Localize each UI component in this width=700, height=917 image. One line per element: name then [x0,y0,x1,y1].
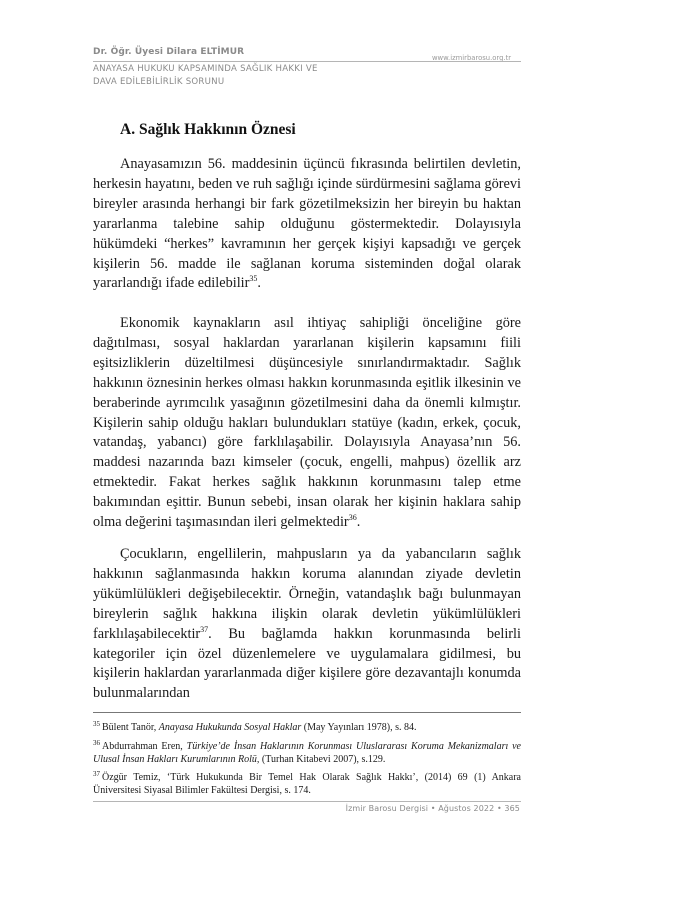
body-paragraph-1: Anayasamızın 56. maddesinin üçüncü fıkrasında belirtilen devletin, herkesin hayatını, beden ve ruh sağlığı içinde sürdürmesini sağlama görevi bireyler arasında herhangi bir fark gözetilmeksizin her bireyin bu haktan yararlanma talebine sahip olduğunu göstermektedir. Dolayısıyla hükümdeki “herkes” kavramının her gerçek kişiyi kapsadığı ve gerçek kişilerin 56. madde ile sağlanan koruma sisteminden doğal olarak yararlandığı ifade edilebilir$^{35}$. [93,156,521,292]
header-title-line-2: DAVA EDİLEBİLİRLİK SORUNU [93,76,225,87]
header-author: Dr. Öğr. Üyesi Dilara ELTİMUR [93,47,245,57]
section-heading: A. Sağlık Hakkının Öznesi [120,121,296,138]
header-title-line-1: ANAYASA HUKUKU KAPSAMINDA SAĞLIK HAKKI VE [93,64,318,74]
footnote-number: 36 [93,739,100,747]
footnote-number: 37 [93,770,100,778]
footnote-book-title: Türkiye’de İnsan Haklarının Korunması Uluslararası Koruma Mekanizmaları ve Ulusal İnsan Hakları Kurumlarının Rolü, [93,741,521,765]
paragraph-text: Ekonomik kaynakların asıl ihtiyaç sahipliği önceliğine göre dağıtılması, sosyal haklardan yararlanan kişilerin kapsamını fiili eşitsizliklerin düzeltilmesi düşüncesiyle sınırlandırmaktadır. Sağlık hakkının öznesinin herkes olması hakkın korunmasında eşitlik ilkesinin ve beraberinde ayrımcılık yasağının gözetilmesini daha da önemli kılmıştır. Kişilerin sahip olduğu hakları bulundukları statüye (kadın, erkek, çocuk, vatandaş, yabancı) göre farklılaşabilir. Dolayısıyla Anayasa’nın 56. maddesi nazarında bazı kimseler (çocuk, engelli, mahpus) özellik arz etmektedir. Fakat herkes sağlık hakkının korunmasını talep etme bakımından eşittir. Bunun sebebi, insan olarak her kişinin haklara sahip olma değerini taşımasından ileri gelmektedir [93,315,521,531]
header-rule [93,61,393,62]
footnote-ref-37[interactable]: 37 [200,624,209,634]
footnote-separator [93,712,521,713]
footnote-ref-36[interactable]: 36 [348,513,357,523]
paragraph-text-continued: . Bu bağlamda hakkın korunmasında belirli kategoriler için özel düzenlemelere ve uygulamalara gidilmesi, bu kişilerin haklardan yararlanmada diğer kişilere göre dezavantajlı konumda bulunmalarından [93,625,521,702]
body-paragraph-2: Ekonomik kaynakların asıl ihtiyaç sahipliği önceliğine göre dağıtılması, sosyal haklardan yararlanan kişilerin kapsamını fiili eşitsizliklerin düzeltilmesi düşüncesiyle sınırlandırmaktadır. Sağlık hakkının öznesinin herkes olması hakkın korunmasında eşitlik ilkesinin ve beraberinde ayrımcılık yasağının gözetilmesini daha da önemli kılmıştır. Kişilerin sahip olduğu hakları bulundukları statüye (kadın, erkek, çocuk, vatandaş, yabancı) göre farklılaşabilir. Dolayısıyla Anayasa’nın 56. maddesi nazarında bazı kimseler (çocuk, engelli, mahpus) özellik arz etmektedir. Fakat herkes sağlık hakkının korunmasını talep etme bakımından eşittir. Bunun sebebi, insan olarak her kişinin haklara sahip olma değerini taşımasından ileri gelmektedir$^{36}$. [93,315,521,531]
footnote-37: $^{37}$ Özgür Temiz, ‘Türk Hukukunda Bir Temel Hak Olarak Sağlık Hakkı’, (2014) 69 (1) Ankara Üniversitesi Siyasal Bilimler Fakültesi Dergisi, s. 174. [93,770,521,796]
footnote-35: $^{35}$ Bülent Tanör, Anayasa Hukukunda Sosyal Haklar (May Yayınları 1978), s. 84. [93,720,417,733]
footnote-book-title: Anayasa Hukukunda Sosyal Haklar [158,722,302,733]
body-paragraph-3 [93,545,521,704]
footnote-number: 35 [93,720,100,728]
page-footer: İzmir Barosu Dergisi • Ağustos 2022 • 365 [345,804,520,813]
footnote-36: $^{36}$ Abdurrahman Eren, Türkiye’de İnsan Haklarının Korunması Uluslararası Koruma Mekanizmaları ve Ulusal İnsan Hakları Kurumlarının Rolü, (Turhan Kitabevi 2007), s.129. [93,739,521,765]
header-article-title [93,63,318,88]
footer-rule [93,801,521,802]
footnote-ref-35[interactable]: 35 [249,274,258,284]
header-url[interactable]: www.izmirbarosu.org.tr [432,54,512,62]
header-rule-right [393,61,521,62]
paragraph-text: Çocukların, engellilerin, mahpusların ya da yabancıların sağlık hakkının sağlanmasında hakkın koruma alanından ziyade devletin yükümlülükleri değişebilecektir. Örneğin, vatandaşlık bağı bulunmayan bireylerin sağlık hakkına ilişkin olarak devletin yükümlülükleri farklılaşabilecektir [93,546,521,642]
paragraph-text: Anayasamızın 56. maddesinin üçüncü fıkrasında belirtilen devletin, herkesin hayatını, beden ve ruh sağlığı içinde sürdürmesini sağlama görevi bireyler arasında herhangi bir fark gözetilmeksizin her bireyin bu haktan yararlanma talebine sahip olduğunu göstermektedir. Dolayısıyla hükümdeki “herkes” kavramının her gerçek kişiyi kapsadığı ve gerçek kişilerin 56. madde ile sağlanan koruma sisteminden doğal olarak yararlandığı ifade edilebilir [93,156,521,292]
